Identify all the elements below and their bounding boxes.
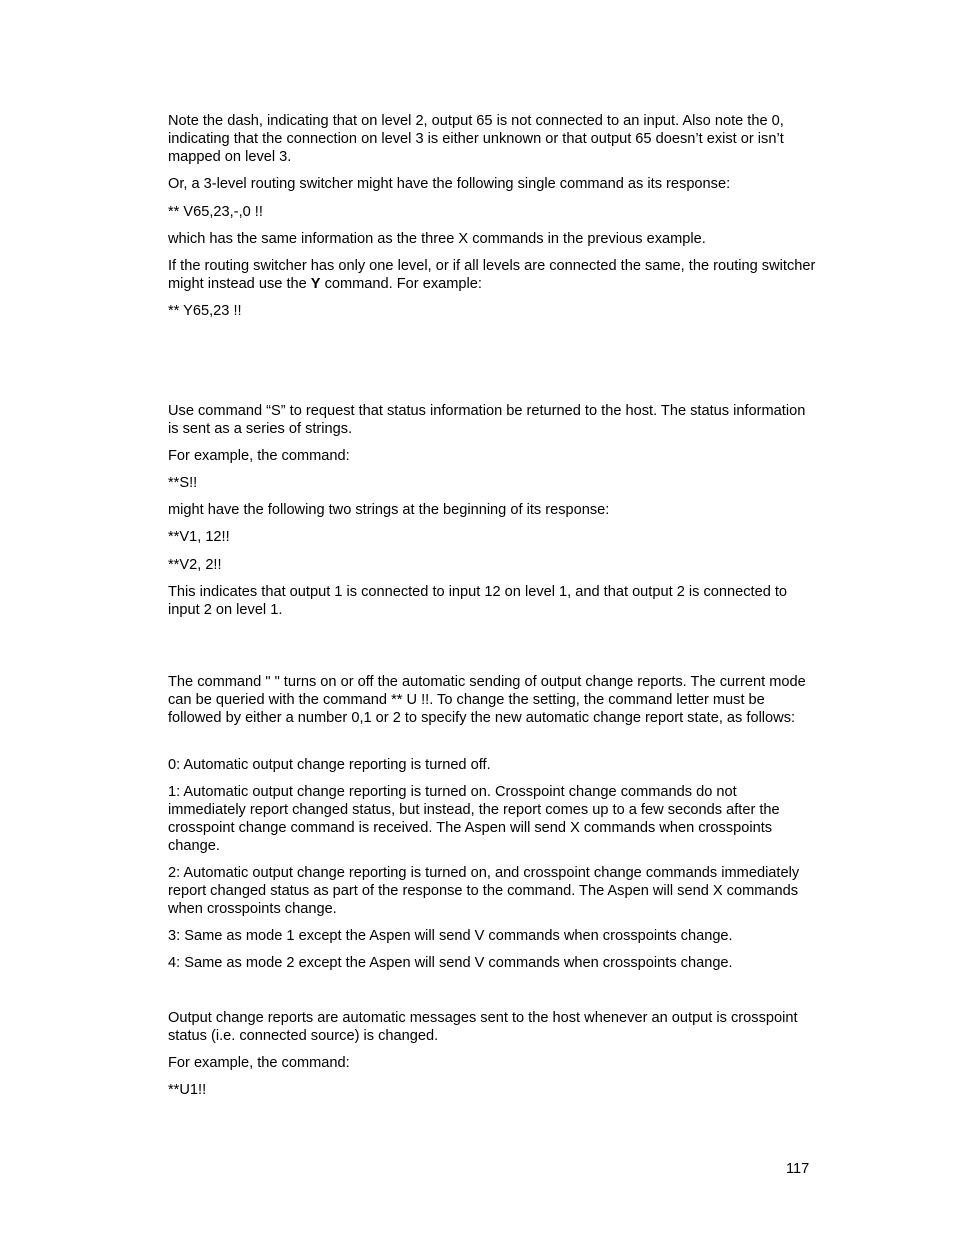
paragraph-example-1: For example, the command: — [168, 448, 350, 464]
paragraph-u-command: The command " " turns on or off the automatic sending of output change reports. The current mode can be queried with the command ** U !!. To change the setting, the command letter must be followed by either a number 0,1 or 2 to specify the new automatic change report state, as follows: — [168, 674, 806, 726]
code-v2: **V2, 2!! — [168, 557, 222, 573]
paragraph-indicates: This indicates that output 1 is connected to input 12 on level 1, and that output 2 is connected to input 2 on level 1. — [168, 584, 788, 618]
list-item-mode-4: 4: Same as mode 2 except the Aspen will send V commands when crosspoints change. — [168, 955, 733, 971]
paragraph-dash-note: Note the dash, indicating that on level 2, output 65 is not connected to an input. Also note the 0, indicating that the connection on level 3 is either unknown or that output 65 doesn’t exist or isn’t mapped on level 3. — [168, 113, 784, 165]
paragraph-3-level-intro: Or, a 3-level routing switcher might have the following single command as its response: — [168, 176, 731, 192]
code-u1: **U1!! — [168, 1082, 207, 1098]
y-command-bold: Y — [310, 276, 321, 292]
code-y65: ** Y65,23 !! — [168, 303, 242, 319]
paragraph-one-level-part1: If the routing switcher has only one level, or if all levels are connected the same, the routing switcher might instead use the — [168, 258, 816, 292]
list-item-mode-1: 1: Automatic output change reporting is turned on. Crosspoint change commands do not immediately report changed status, but instead, the report comes up to a few seconds after the crosspoint change command is received. The Aspen will send X commands when crosspoints change. — [168, 784, 780, 854]
paragraph-one-level — [168, 257, 818, 293]
paragraph-two-strings: might have the following two strings at the beginning of its response: — [168, 502, 610, 518]
code-s: **S!! — [168, 475, 198, 491]
paragraph-status-command: Use command “S” to request that status information be returned to the host. The status information is sent as a series of strings. — [168, 403, 806, 437]
code-v1: **V1, 12!! — [168, 529, 230, 545]
paragraph-same-info: which has the same information as the three X commands in the previous example. — [168, 231, 706, 247]
paragraph-one-level-part2: command. For example: — [320, 276, 482, 292]
page-number: 117 — [786, 1161, 810, 1177]
list-item-mode-2: 2: Automatic output change reporting is turned on, and crosspoint change commands immediately report changed status as part of the response to the command. The Aspen will send X commands when crosspoints change. — [168, 865, 800, 917]
paragraph-output-reports: Output change reports are automatic messages sent to the host whenever an output is crosspoint status (i.e. connected source) is changed. — [168, 1010, 798, 1044]
list-item-mode-3: 3: Same as mode 1 except the Aspen will send V commands when crosspoints change. — [168, 928, 733, 944]
paragraph-example-2: For example, the command: — [168, 1055, 350, 1071]
code-v65: ** V65,23,-,0 !! — [168, 204, 263, 220]
list-item-mode-0: 0: Automatic output change reporting is turned off. — [168, 757, 491, 773]
